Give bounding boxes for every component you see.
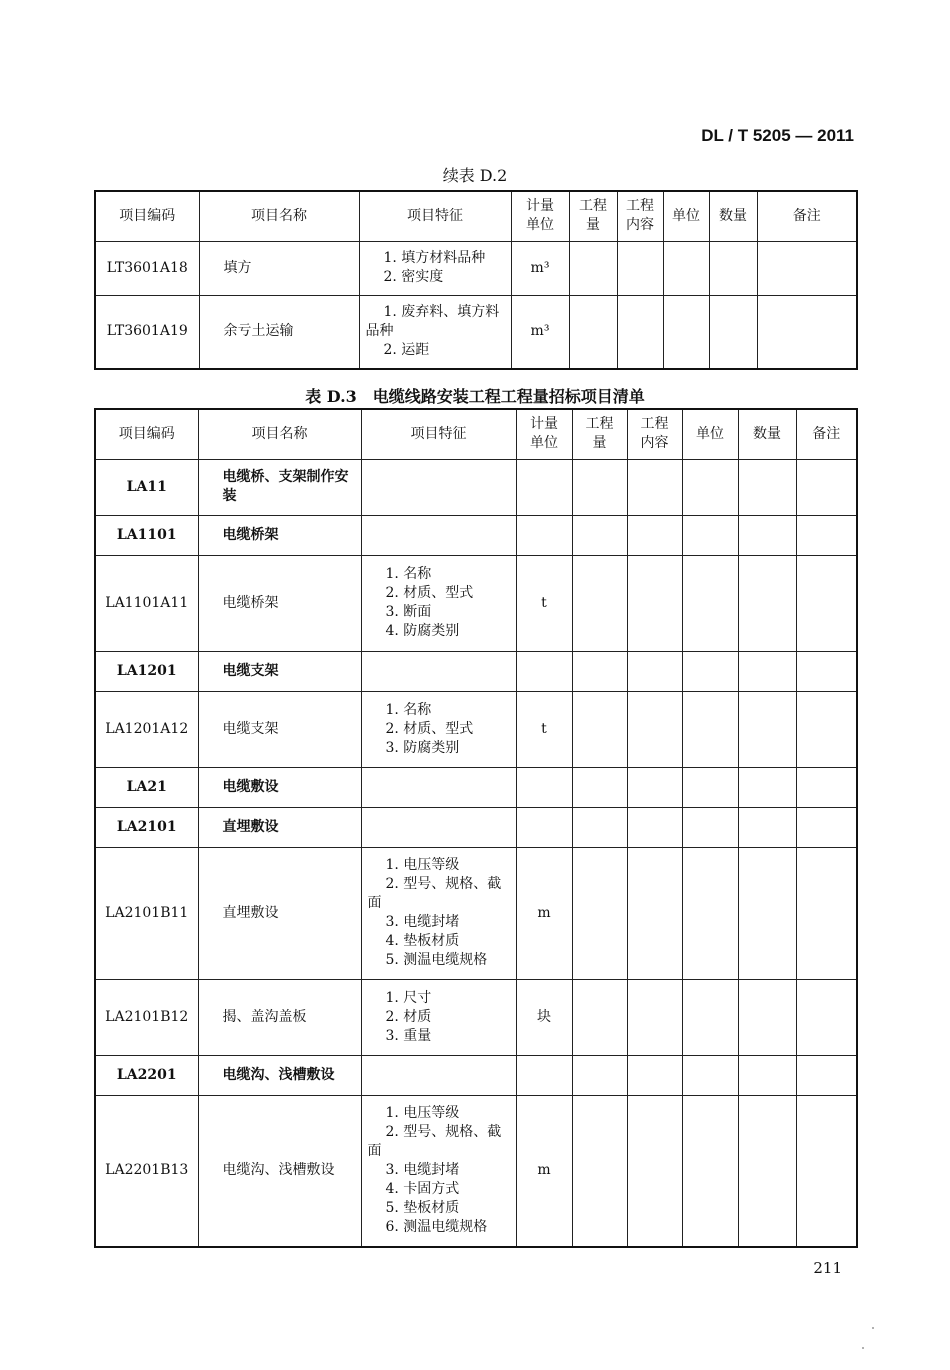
empty-cell [738, 459, 796, 515]
column-header: 单位 [682, 409, 738, 459]
measure-unit [516, 651, 572, 691]
feature-line: 2. 密实度 [383, 269, 444, 285]
feature-line: 面 [367, 895, 382, 911]
item-name: 余亏土运输 [199, 295, 359, 369]
table-row [95, 295, 857, 369]
empty-cell [627, 459, 682, 515]
item-name: 电缆桥、支架制作安 装 [198, 459, 361, 515]
empty-cell [796, 459, 857, 515]
item-features [361, 691, 516, 767]
empty-cell [617, 241, 663, 295]
empty-cell [738, 651, 796, 691]
item-code: LA2101B12 [95, 979, 198, 1055]
page-number: 211 [813, 1259, 842, 1277]
empty-cell [796, 555, 857, 651]
empty-cell [738, 555, 796, 651]
item-code: LT3601A18 [95, 241, 199, 295]
column-header: 备注 [757, 191, 857, 241]
table1-caption: 续表 D.2 [442, 166, 508, 185]
column-header: 单位 [663, 191, 709, 241]
item-features [361, 1095, 516, 1247]
table-row [95, 555, 857, 651]
feature-line: 面 [367, 1143, 382, 1160]
column-header: 数量 [738, 409, 796, 459]
measure-unit [516, 459, 572, 515]
feature-line: 4. 防腐类别 [385, 623, 460, 639]
empty-cell [572, 515, 627, 555]
column-header: 工程 量 [569, 191, 617, 241]
item-features [361, 459, 516, 515]
empty-cell [682, 459, 738, 515]
item-name: 电缆沟、浅槽敷设 [198, 1055, 361, 1095]
table-d2-continued [94, 190, 858, 370]
item-features [361, 767, 516, 807]
column-header: 项目名称 [198, 409, 361, 459]
empty-cell [572, 1055, 627, 1095]
column-header: 计量 单位 [516, 409, 572, 459]
empty-cell [796, 691, 857, 767]
measure-unit [516, 1055, 572, 1095]
feature-line: 2. 材质 [385, 1008, 432, 1025]
column-header: 备注 [796, 409, 857, 459]
feature-line: 1. 废弃料、填方料 [383, 304, 500, 321]
empty-cell [709, 295, 757, 369]
empty-cell [757, 295, 857, 369]
empty-cell [796, 847, 857, 979]
item-code: LA1201 [95, 651, 198, 691]
empty-cell [796, 979, 857, 1055]
item-name: 填方 [199, 241, 359, 295]
feature-line: 2. 型号、规格、截 [385, 1124, 502, 1141]
item-features [361, 979, 516, 1055]
table2-caption: 表 D.3 电缆线路安装工程工程量招标项目清单 [305, 387, 645, 406]
item-features [361, 515, 516, 555]
column-header: 计量 单位 [511, 191, 569, 241]
empty-cell [796, 515, 857, 555]
feature-line: 3. 电缆封堵 [385, 1162, 460, 1179]
table-row [95, 979, 857, 1055]
feature-line: 1. 名称 [385, 701, 432, 718]
column-header: 工程 内容 [617, 191, 663, 241]
feature-line: 5. 测温电缆规格 [385, 952, 488, 968]
feature-line: 3. 电缆封堵 [385, 914, 460, 930]
empty-cell [572, 807, 627, 847]
item-name: 电缆桥架 [198, 515, 361, 555]
empty-cell [572, 979, 627, 1055]
empty-cell [627, 1055, 682, 1095]
item-features [361, 651, 516, 691]
feature-line: 4. 垫板材质 [385, 933, 460, 949]
column-header: 数量 [709, 191, 757, 241]
empty-cell [572, 691, 627, 767]
measure-unit [516, 767, 572, 807]
empty-cell [682, 1095, 738, 1247]
table-row [95, 767, 857, 807]
table-d3 [94, 408, 858, 1248]
column-header: 项目编码 [95, 409, 198, 459]
item-code: LA2101 [95, 807, 198, 847]
feature-line: 6. 测温电缆规格 [385, 1219, 488, 1236]
table-row [95, 459, 857, 515]
item-code: LA1201A12 [95, 691, 198, 767]
empty-cell [682, 691, 738, 767]
empty-cell [682, 847, 738, 979]
empty-cell [663, 295, 709, 369]
empty-cell [796, 1095, 857, 1247]
empty-cell [682, 807, 738, 847]
item-code: LA11 [95, 459, 198, 515]
item-features [359, 295, 511, 369]
measure-unit: m [516, 1095, 572, 1247]
empty-cell [627, 807, 682, 847]
empty-cell [796, 767, 857, 807]
column-header: 项目特征 [359, 191, 511, 241]
item-code: LA2201 [95, 1055, 198, 1095]
column-header: 项目名称 [199, 191, 359, 241]
empty-cell [572, 555, 627, 651]
item-features [361, 1055, 516, 1095]
empty-cell [627, 555, 682, 651]
empty-cell [738, 979, 796, 1055]
column-header: 工程 量 [572, 409, 627, 459]
item-name: 电缆支架 [198, 651, 361, 691]
empty-cell [682, 555, 738, 651]
feature-line: 1. 电压等级 [385, 857, 460, 873]
empty-cell [738, 807, 796, 847]
feature-line: 2. 型号、规格、截 [385, 876, 502, 892]
empty-cell [709, 241, 757, 295]
empty-cell [572, 1095, 627, 1247]
empty-cell [627, 651, 682, 691]
empty-cell [796, 651, 857, 691]
item-code: LA2201B13 [95, 1095, 198, 1247]
column-header: 工程 内容 [627, 409, 682, 459]
item-features [359, 241, 511, 295]
table-row [95, 515, 857, 555]
empty-cell [569, 241, 617, 295]
column-header: 项目编码 [95, 191, 199, 241]
table-row [95, 1055, 857, 1095]
empty-cell [572, 847, 627, 979]
feature-line: 1. 名称 [385, 566, 432, 582]
item-name: 电缆沟、浅槽敷设 [198, 1095, 361, 1247]
empty-cell [738, 1095, 796, 1247]
empty-cell [572, 767, 627, 807]
measure-unit: m³ [511, 295, 569, 369]
measure-unit: t [516, 691, 572, 767]
empty-cell [627, 515, 682, 555]
feature-line: 品种 [365, 323, 394, 340]
item-features [361, 807, 516, 847]
feature-line: 2. 运距 [383, 342, 430, 359]
measure-unit: t [516, 555, 572, 651]
measure-unit: m³ [511, 241, 569, 295]
item-features [361, 555, 516, 651]
empty-cell [663, 241, 709, 295]
empty-cell [627, 1095, 682, 1247]
table-header-row [95, 409, 857, 459]
empty-cell [682, 1055, 738, 1095]
empty-cell [757, 241, 857, 295]
measure-unit [516, 515, 572, 555]
empty-cell [738, 847, 796, 979]
item-code: LA1101 [95, 515, 198, 555]
empty-cell [627, 691, 682, 767]
empty-cell [627, 767, 682, 807]
item-code: LA2101B11 [95, 847, 198, 979]
item-code: LT3601A19 [95, 295, 199, 369]
item-name: 电缆桥架 [198, 555, 361, 651]
empty-cell [738, 1055, 796, 1095]
table-row [95, 847, 857, 979]
feature-line: 3. 重量 [385, 1027, 432, 1044]
empty-cell [682, 515, 738, 555]
table-row [95, 241, 857, 295]
item-name: 直埋敷设 [198, 847, 361, 979]
item-name: 直埋敷设 [198, 807, 361, 847]
standard-code: DL / T 5205 — 2011 [701, 126, 854, 145]
feature-line: 3. 防腐类别 [385, 739, 460, 756]
feature-line: 1. 填方材料品种 [383, 250, 486, 266]
feature-line: 1. 电压等级 [385, 1105, 460, 1122]
empty-cell [796, 1055, 857, 1095]
empty-cell [627, 847, 682, 979]
feature-line: 4. 卡固方式 [385, 1181, 460, 1198]
measure-unit [516, 807, 572, 847]
table-row [95, 691, 857, 767]
empty-cell [682, 979, 738, 1055]
empty-cell [796, 807, 857, 847]
table-row [95, 1095, 857, 1247]
empty-cell [572, 459, 627, 515]
empty-cell [617, 295, 663, 369]
empty-cell [738, 767, 796, 807]
item-code: LA1101A11 [95, 555, 198, 651]
table-header-row [95, 191, 857, 241]
feature-line: 2. 材质、型式 [385, 585, 474, 601]
item-name: 电缆支架 [198, 691, 361, 767]
item-name: 揭、盖沟盖板 [198, 979, 361, 1055]
feature-line: 3. 断面 [385, 604, 432, 620]
empty-cell [738, 691, 796, 767]
empty-cell [682, 767, 738, 807]
feature-line: 5. 垫板材质 [385, 1200, 460, 1217]
empty-cell [682, 651, 738, 691]
feature-line: 2. 材质、型式 [385, 720, 474, 737]
column-header: 项目特征 [361, 409, 516, 459]
item-code: LA21 [95, 767, 198, 807]
empty-cell [572, 651, 627, 691]
item-features [361, 847, 516, 979]
empty-cell [627, 979, 682, 1055]
item-name: 电缆敷设 [198, 767, 361, 807]
table-row [95, 651, 857, 691]
empty-cell [738, 515, 796, 555]
table-row [95, 807, 857, 847]
empty-cell [569, 295, 617, 369]
feature-line: 1. 尺寸 [385, 989, 432, 1006]
measure-unit: m [516, 847, 572, 979]
measure-unit: 块 [516, 979, 572, 1055]
